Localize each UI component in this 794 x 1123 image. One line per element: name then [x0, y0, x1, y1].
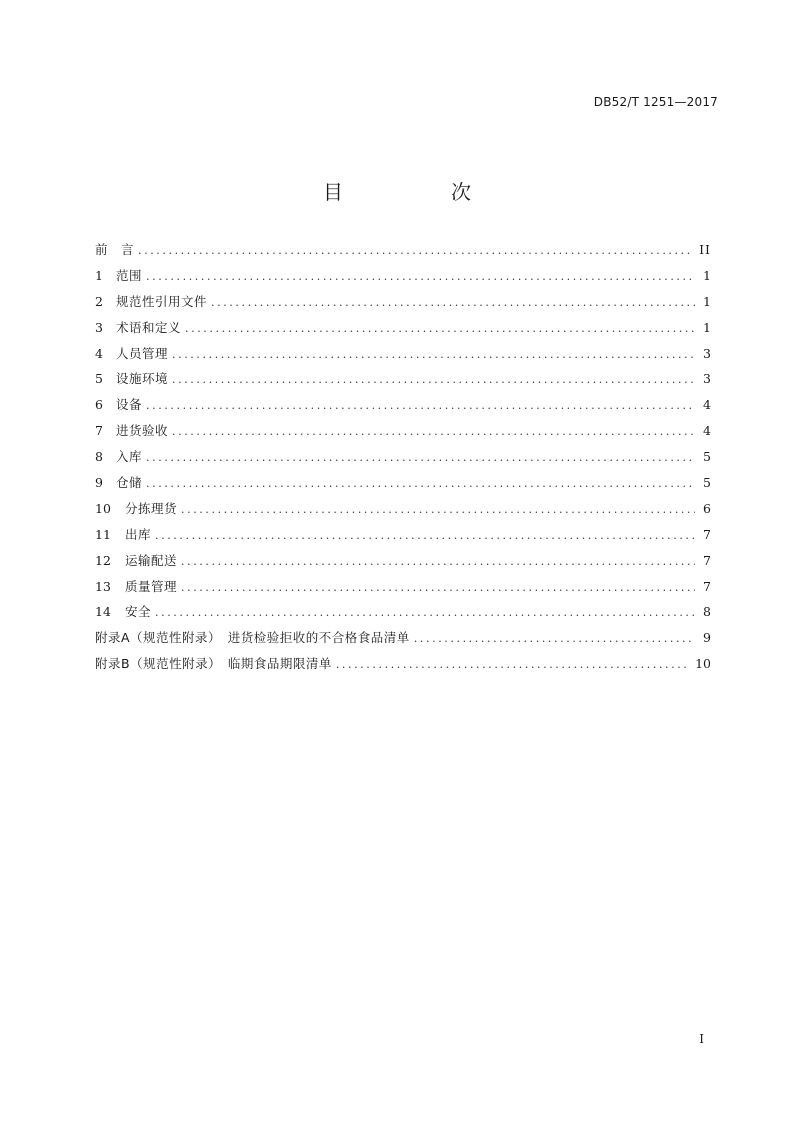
- toc-entry-label: 设备: [116, 397, 143, 413]
- toc-leader-dots: [336, 658, 689, 671]
- toc-leader-dots: [146, 270, 695, 283]
- toc-entry[interactable]: [95, 577, 711, 603]
- toc-leader-dots: [181, 503, 695, 516]
- toc-entry-page: 3: [703, 371, 711, 387]
- toc-entry-number: 4: [95, 345, 103, 361]
- toc-entry-label: 规范性引用文件: [116, 293, 208, 309]
- toc-entry-label: 仓储: [116, 475, 143, 491]
- footer-page-number: I: [699, 1032, 704, 1046]
- toc-entry[interactable]: [95, 602, 711, 628]
- toc-entry-label: 出库: [125, 526, 152, 542]
- toc-entry-page: 5: [703, 449, 711, 465]
- toc-entry-page: 1: [703, 267, 711, 283]
- toc-entry-page: 7: [703, 526, 711, 542]
- toc-leader-dots: [181, 555, 695, 568]
- toc-entry-number: 7: [95, 423, 103, 439]
- toc-entry-label: 附录B（规范性附录） 临期食品期限清单: [95, 656, 332, 672]
- toc-entry-label: 安全: [125, 604, 152, 620]
- toc-entry[interactable]: [95, 447, 711, 473]
- toc-entry-number: 9: [95, 475, 103, 491]
- toc-entry-label: 术语和定义: [116, 319, 182, 335]
- toc-entry-page: 4: [703, 423, 711, 439]
- toc-entry-page: 8: [703, 604, 711, 620]
- toc-entry-page: 7: [703, 578, 711, 594]
- toc-entry-page: 4: [703, 397, 711, 413]
- toc-leader-dots: [138, 244, 693, 257]
- toc-entry[interactable]: [95, 318, 711, 344]
- toc-entry-label: 附录A（规范性附录） 进货检验拒收的不合格食品清单: [95, 630, 410, 646]
- toc-entry[interactable]: [95, 499, 711, 525]
- toc-entry-page: 9: [703, 630, 711, 646]
- toc-entry[interactable]: [95, 395, 711, 421]
- toc-entry-number: 5: [95, 371, 103, 387]
- toc-entry-page: 6: [703, 500, 711, 516]
- toc-entry-label: 人员管理: [116, 345, 169, 361]
- toc-entry-label: 运输配送: [125, 552, 178, 568]
- toc-entry[interactable]: [95, 628, 711, 654]
- toc-entry-number: 13: [95, 578, 111, 594]
- toc-entry-label: 进货验收: [116, 423, 169, 439]
- toc-leader-dots: [172, 425, 695, 438]
- toc-entry-label: 范围: [116, 267, 143, 283]
- toc-entry-number: 12: [95, 552, 111, 568]
- toc-entry-page: 3: [703, 345, 711, 361]
- toc-entry[interactable]: [95, 525, 711, 551]
- toc-leader-dots: [155, 606, 695, 619]
- toc-entry-page: 1: [703, 293, 711, 309]
- toc-entry[interactable]: [95, 369, 711, 395]
- toc-entry[interactable]: [95, 292, 711, 318]
- toc-entry[interactable]: [95, 551, 711, 577]
- toc-entry[interactable]: [95, 266, 711, 292]
- toc-leader-dots: [211, 296, 695, 309]
- toc-leader-dots: [172, 373, 695, 386]
- toc-leader-dots: [146, 399, 695, 412]
- toc-entry-page: 10: [695, 656, 711, 672]
- toc-leader-dots: [172, 348, 695, 361]
- toc-entry[interactable]: [95, 654, 711, 680]
- toc-entry-page: 1: [703, 319, 711, 335]
- toc-entry-page: 7: [703, 552, 711, 568]
- toc-leader-dots: [181, 581, 695, 594]
- page-title: 目 次: [323, 180, 515, 204]
- toc-entry[interactable]: [95, 344, 711, 370]
- toc-entry-number: 8: [95, 449, 103, 465]
- document-code: DB52/T 1251—2017: [593, 95, 718, 109]
- toc-entry-number: 6: [95, 397, 103, 413]
- toc-leader-dots: [146, 477, 695, 490]
- toc-entry-number: 1: [95, 267, 103, 283]
- toc-leader-dots: [155, 529, 695, 542]
- toc-entry-label: 质量管理: [125, 578, 178, 594]
- toc-entry-number: 3: [95, 319, 103, 335]
- toc-entry-label: 分拣理货: [125, 500, 178, 516]
- toc-entry[interactable]: [95, 473, 711, 499]
- toc-entry-label: 设施环境: [116, 371, 169, 387]
- toc-entry-number: 10: [95, 500, 111, 516]
- toc-entry-number: 14: [95, 604, 111, 620]
- toc-entry-number: 2: [95, 293, 103, 309]
- toc-entry-label: 前 言: [95, 242, 135, 257]
- toc-leader-dots: [185, 322, 695, 335]
- toc-entry-page: 5: [703, 475, 711, 491]
- toc-entry[interactable]: [95, 421, 711, 447]
- toc-entry-number: 11: [95, 526, 111, 542]
- table-of-contents: [95, 240, 711, 680]
- toc-entry-page: II: [699, 242, 711, 257]
- toc-leader-dots: [414, 632, 695, 645]
- toc-entry-label: 入库: [116, 449, 143, 465]
- toc-entry[interactable]: [95, 240, 711, 266]
- toc-leader-dots: [146, 451, 695, 464]
